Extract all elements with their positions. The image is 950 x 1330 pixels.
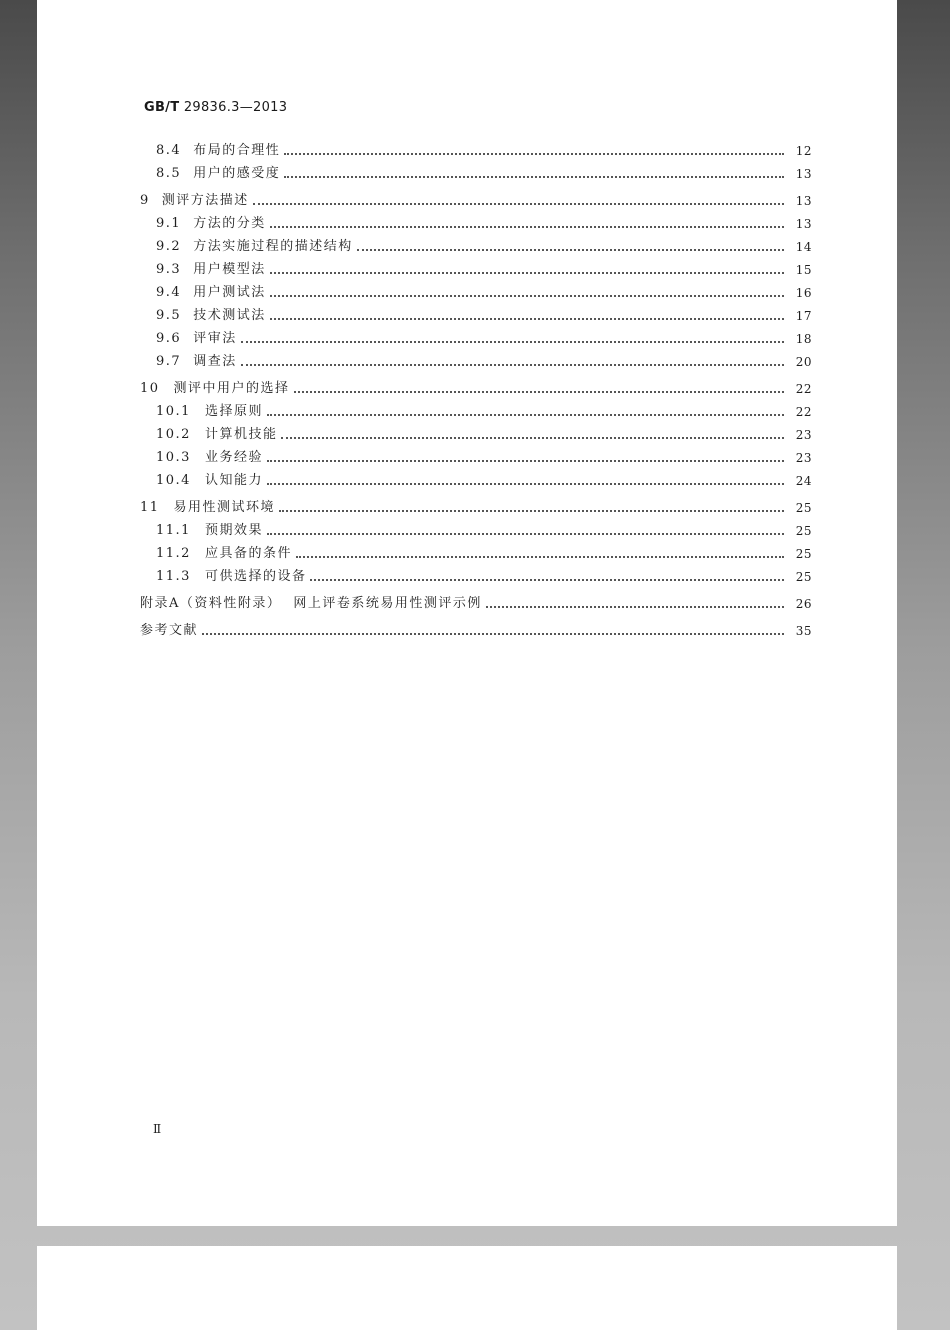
standard-code: GB/T (144, 100, 180, 115)
toc-entry (156, 423, 812, 443)
toc-entry-page: 15 (795, 263, 812, 277)
toc-entry (140, 496, 812, 516)
toc-entry-title: 应具备的条件 (204, 546, 292, 561)
toc-entry (156, 281, 812, 301)
toc-entry (156, 327, 812, 347)
toc-entry-title: 计算机技能 (204, 427, 278, 442)
toc-entry-number: 9 (140, 193, 150, 208)
toc-entry-page: 20 (795, 355, 812, 369)
toc-dot-leader (281, 437, 784, 439)
toc-entry-page: 22 (795, 382, 812, 396)
toc-entry-page: 25 (795, 524, 812, 538)
toc-entry-number: 9.2 (156, 239, 182, 254)
toc-entry-title: 认知能力 (204, 473, 263, 488)
toc-entry-page: 25 (795, 570, 812, 584)
toc-entry (156, 258, 812, 278)
toc-dot-leader (296, 556, 784, 558)
toc-entry-title: 评审法 (193, 331, 237, 346)
toc-entry (156, 469, 812, 489)
toc-entry-page: 35 (795, 624, 812, 638)
toc-entry-title: 用户的感受度 (193, 166, 281, 181)
toc-entry-title: 布局的合理性 (193, 143, 281, 158)
toc-entry-title: 方法的分类 (193, 216, 266, 231)
toc-entry-number: 9.3 (156, 262, 182, 277)
toc-dot-leader (270, 318, 784, 320)
toc-entry-number: 10.4 (156, 473, 191, 488)
toc-entry-page: 26 (795, 597, 812, 611)
toc-entry-title: 方法实施过程的描述结构 (193, 239, 353, 254)
toc-entry-page: 17 (795, 309, 812, 323)
toc-entry (156, 446, 812, 466)
toc-entry-page: 16 (795, 286, 812, 300)
toc-dot-leader (270, 272, 784, 274)
toc-dot-leader (202, 633, 784, 635)
toc-dot-leader (486, 606, 784, 608)
toc-entry-number: 11 (140, 500, 160, 515)
toc-entry-number: 9.4 (156, 285, 182, 300)
toc-dot-leader (267, 483, 784, 485)
toc-dot-leader (279, 510, 784, 512)
toc-dot-leader (270, 226, 784, 228)
toc-dot-leader (267, 414, 784, 416)
standard-header (144, 100, 287, 115)
toc-entry-page: 13 (795, 167, 812, 181)
toc-entry-page: 22 (795, 405, 812, 419)
toc-entry-page: 24 (795, 474, 812, 488)
toc-entry-number: 11.1 (156, 523, 191, 538)
toc-entry-title: 用户测试法 (193, 285, 266, 300)
toc-entry (156, 400, 812, 420)
toc-entry (156, 519, 812, 539)
toc-entry-appendix (140, 592, 812, 612)
toc-entry-page: 25 (795, 501, 812, 515)
toc-entry-page: 23 (795, 451, 812, 465)
toc-entry-title: 预期效果 (204, 523, 263, 538)
toc-dot-leader (241, 364, 784, 366)
toc-dot-leader (294, 391, 784, 393)
toc-entry-number: 9.6 (156, 331, 182, 346)
toc-entry-title: 调查法 (193, 354, 237, 369)
toc-entry-page: 14 (795, 240, 812, 254)
toc-dot-leader (241, 341, 784, 343)
toc-entry-title: 可供选择的设备 (204, 569, 307, 584)
toc-entry-page: 25 (795, 547, 812, 561)
toc-entry-number: 10.2 (156, 427, 191, 442)
toc-entry (156, 139, 812, 159)
toc-entry-title: 技术测试法 (193, 308, 266, 323)
toc-entry (156, 304, 812, 324)
toc-entry-title: 测评方法描述 (161, 193, 249, 208)
toc-entry (156, 565, 812, 585)
toc-entry-number: 10.1 (156, 404, 191, 419)
toc-entry (140, 189, 812, 209)
toc-entry-title: 网上评卷系统易用性测评示例 (293, 596, 482, 611)
toc-entry (140, 377, 812, 397)
toc-entry-number: 11.2 (156, 546, 191, 561)
toc-entry-number: 11.3 (156, 569, 191, 584)
toc-dot-leader (357, 249, 784, 251)
document-page (37, 0, 897, 1226)
toc-dot-leader (253, 203, 784, 205)
toc-entry-number: 8.5 (156, 166, 182, 181)
toc-entry-title: 用户模型法 (193, 262, 266, 277)
toc-entry-number: 参考文献 (140, 623, 199, 638)
toc-entry (156, 542, 812, 562)
toc-entry-page: 13 (795, 194, 812, 208)
toc-entry-page: 23 (795, 428, 812, 442)
toc-entry-title: 业务经验 (204, 450, 263, 465)
standard-number: 29836.3—2013 (183, 100, 288, 115)
toc-entry-page: 13 (795, 217, 812, 231)
toc-dot-leader (310, 579, 784, 581)
page-footer-number: Ⅱ (153, 1122, 162, 1136)
toc-dot-leader (270, 295, 784, 297)
toc-entry-number: 8.4 (156, 143, 182, 158)
toc-entry (156, 235, 812, 255)
toc-entry (156, 212, 812, 232)
toc-entry-number: 10 (140, 381, 160, 396)
toc-entry-page: 18 (795, 332, 812, 346)
toc-dot-leader (267, 460, 784, 462)
toc-dot-leader (284, 176, 784, 178)
next-page-edge (37, 1246, 897, 1330)
toc-dot-leader (267, 533, 784, 535)
toc-entry-number: 9.1 (156, 216, 182, 231)
toc-entry (156, 350, 812, 370)
toc-entry-title: 易用性测试环境 (173, 500, 276, 515)
toc-entry (156, 162, 812, 182)
toc-entry-title: 测评中用户的选择 (173, 381, 290, 396)
toc-entry-page: 12 (795, 144, 812, 158)
toc-dot-leader (284, 153, 784, 155)
toc-entry-references (140, 619, 812, 639)
toc-entry-title: 选择原则 (204, 404, 263, 419)
toc-entry-number: 9.5 (156, 308, 182, 323)
toc-entry-number: 9.7 (156, 354, 182, 369)
toc-entry-number: 附录A（资料性附录） (140, 596, 282, 611)
toc-entry-number: 10.3 (156, 450, 191, 465)
